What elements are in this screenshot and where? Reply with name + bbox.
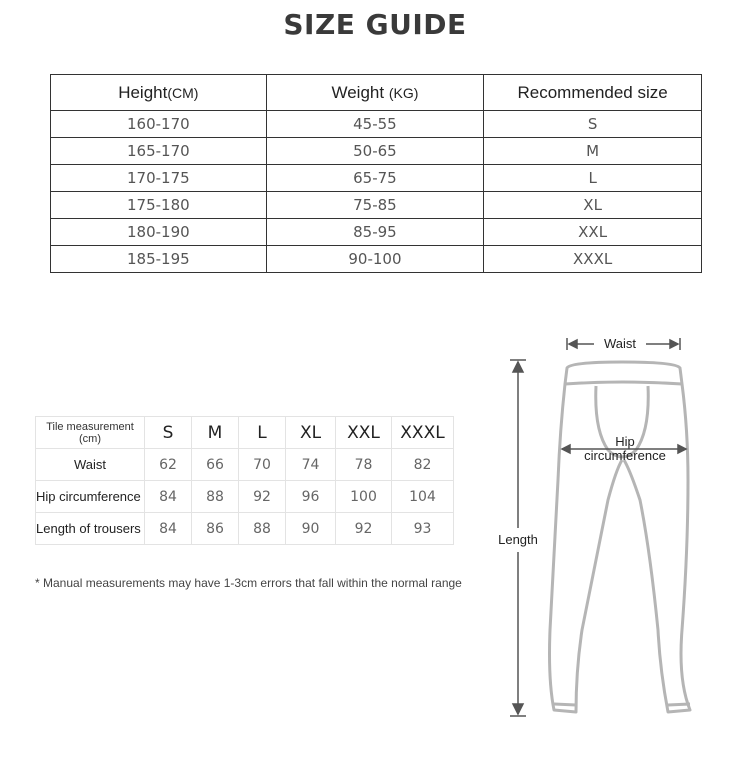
value-cell: 82 [392, 449, 454, 481]
table-row [51, 165, 702, 192]
table-row [51, 111, 702, 138]
weight-cell: 50-65 [266, 138, 484, 165]
measurement-header-row [36, 417, 454, 449]
hip-circumference-label [580, 435, 670, 463]
size-cell: M [484, 138, 702, 165]
size-header: XXXL [392, 417, 454, 449]
table-row [51, 192, 702, 219]
value-cell: 86 [192, 513, 239, 545]
size-cell: XXL [484, 219, 702, 246]
height-cell: 180-190 [51, 219, 267, 246]
value-cell: 96 [286, 481, 336, 513]
size-guide-table [50, 74, 702, 273]
size-cell: S [484, 111, 702, 138]
size-header: S [145, 417, 192, 449]
size-guide-header-row [51, 75, 702, 111]
length-label: Length [492, 533, 544, 547]
measurement-table [35, 416, 454, 545]
weight-header: Weight (KG) [266, 75, 484, 111]
value-cell: 88 [239, 513, 286, 545]
value-cell: 92 [336, 513, 392, 545]
table-row [36, 481, 454, 513]
table-row [36, 449, 454, 481]
value-cell: 84 [145, 481, 192, 513]
value-cell: 92 [239, 481, 286, 513]
hip-label-line2: circumference [584, 448, 666, 463]
value-cell: 74 [286, 449, 336, 481]
size-cell: L [484, 165, 702, 192]
trousers-illustration [490, 330, 740, 730]
weight-cell: 85-95 [266, 219, 484, 246]
height-cell: 185-195 [51, 246, 267, 273]
table-row [36, 513, 454, 545]
table-row [51, 246, 702, 273]
weight-cell: 90-100 [266, 246, 484, 273]
row-label: Length of trousers [36, 513, 145, 545]
value-cell: 90 [286, 513, 336, 545]
value-cell: 78 [336, 449, 392, 481]
height-cell: 165-170 [51, 138, 267, 165]
recommended-size-header: Recommended size [484, 75, 702, 111]
weight-cell: 45-55 [266, 111, 484, 138]
value-cell: 70 [239, 449, 286, 481]
waist-label: Waist [596, 337, 644, 351]
row-label: Waist [36, 449, 145, 481]
weight-cell: 75-85 [266, 192, 484, 219]
trousers-outline [550, 362, 691, 712]
value-cell: 66 [192, 449, 239, 481]
size-cell: XL [484, 192, 702, 219]
hip-label-line1: Hip [615, 434, 635, 449]
value-cell: 104 [392, 481, 454, 513]
value-cell: 100 [336, 481, 392, 513]
height-cell: 160-170 [51, 111, 267, 138]
size-header: XXL [336, 417, 392, 449]
trousers-diagram [490, 330, 740, 730]
height-cell: 175-180 [51, 192, 267, 219]
row-label: Hip circumference [36, 481, 145, 513]
size-cell: XXXL [484, 246, 702, 273]
measurement-note: * Manual measurements may have 1-3cm errors that fall within the normal range [35, 576, 462, 590]
size-header: M [192, 417, 239, 449]
value-cell: 84 [145, 513, 192, 545]
page-title: SIZE GUIDE [283, 8, 467, 41]
table-row [51, 138, 702, 165]
table-row [51, 219, 702, 246]
size-header: XL [286, 417, 336, 449]
height-cell: 170-175 [51, 165, 267, 192]
weight-cell: 65-75 [266, 165, 484, 192]
measurement-corner-label: Tile measurement (cm) [36, 417, 145, 449]
height-header: Height(CM) [51, 75, 267, 111]
value-cell: 93 [392, 513, 454, 545]
value-cell: 62 [145, 449, 192, 481]
size-header: L [239, 417, 286, 449]
value-cell: 88 [192, 481, 239, 513]
